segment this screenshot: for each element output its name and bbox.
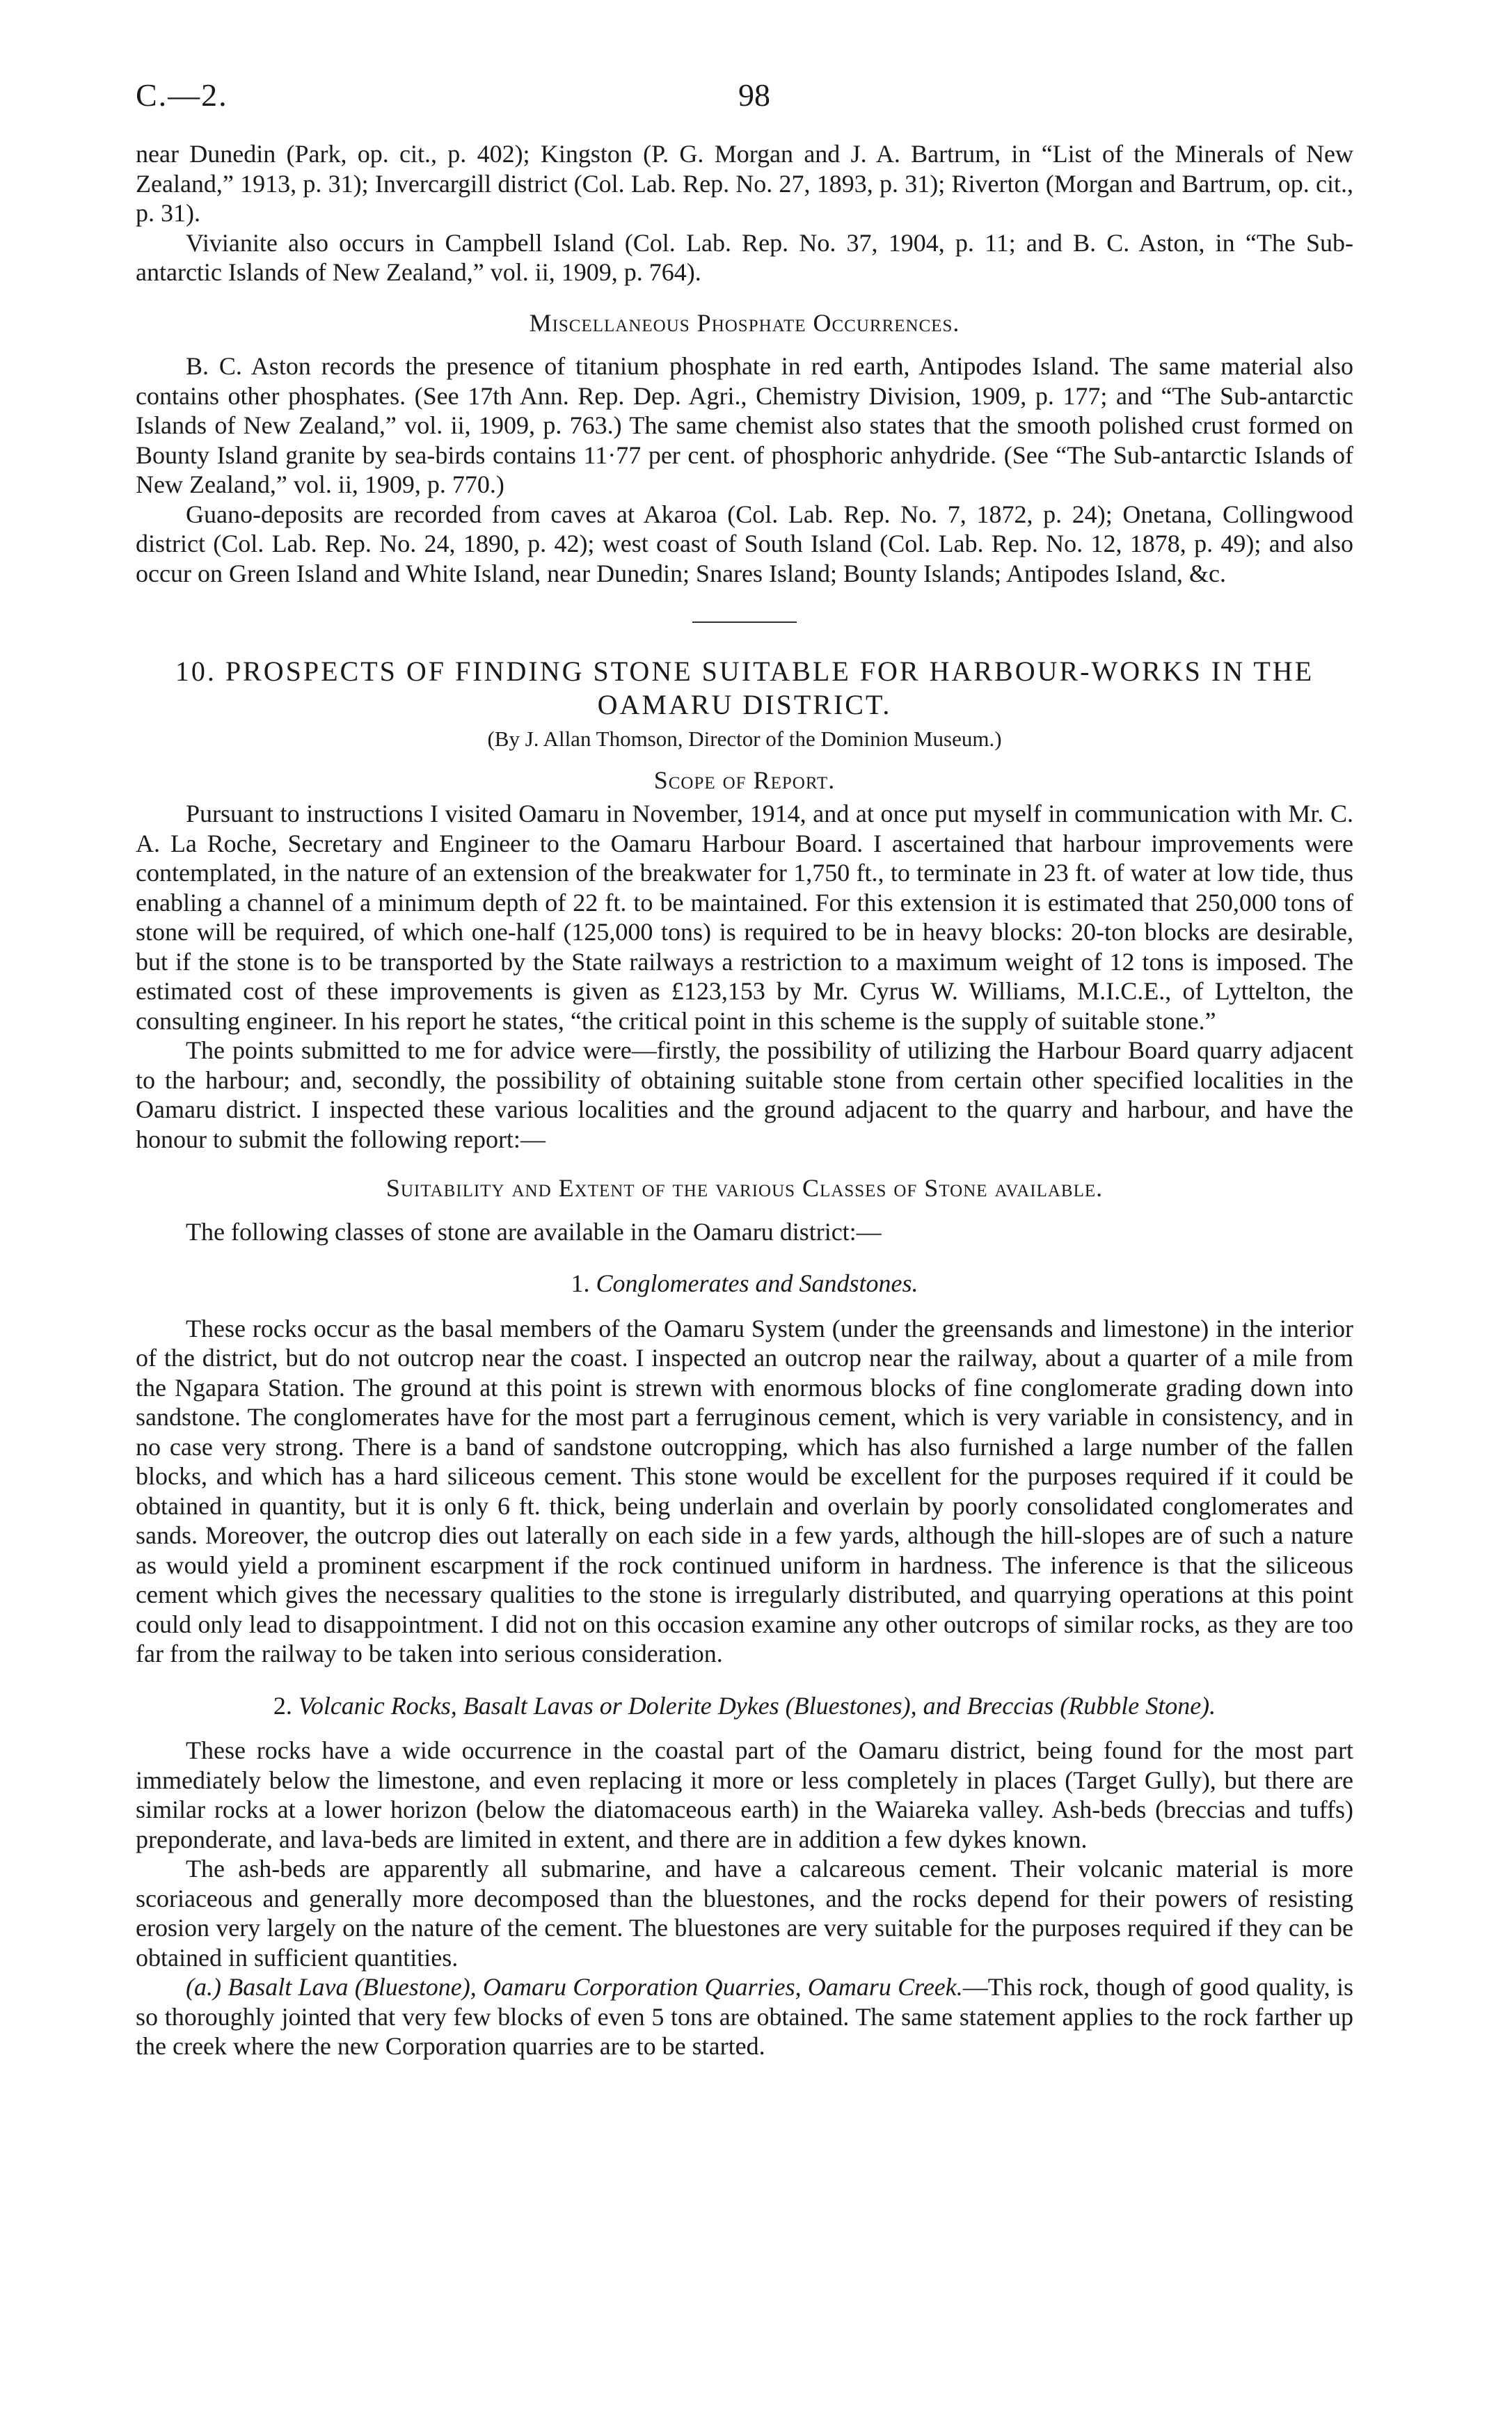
- document-code: C.—2.: [136, 77, 228, 113]
- section-heading: Suitability and Extent of the various Classes of Stone available.: [385, 1174, 1104, 1202]
- paragraph: near Dunedin (Park, op. cit., p. 402); Kingston (P. G. Morgan and J. A. Bartrum, in “List of the Minerals of New Zealand,” 1913, p. 31); Invercargill district (Col. Lab. Rep. No. 27, 1893, p. 31); Riverton (Morgan and Bartrum, op. cit., p. 31).: [136, 140, 1353, 227]
- paragraph: The points submitted to me for advice were—firstly, the possibility of utilizing the Harbour Board quarry adjacent to the harbour; and, secondly, the possibility of obtaining suitable stone from certain other specified localities in the Oamaru district. I inspected these various localities and the ground adjacent to the quarry and harbour, and have the honour to submit the following report:—: [136, 1036, 1353, 1153]
- paragraph: The ash-beds are apparently all submarine, and have a calcareous cement. Their volcanic material is more scoriaceous and generally more decomposed than the bluestones, and the rocks depend for their powers of resisting erosion very largely on the nature of the cement. The bluestones are very suitable for the purposes required if they can be obtained in sufficient quantities.: [136, 1855, 1353, 1972]
- item-number: 2.: [273, 1691, 292, 1720]
- page-number: 98: [738, 77, 770, 113]
- paragraph: [136, 1972, 1353, 2061]
- item-number: 1.: [571, 1269, 590, 1297]
- divider: [692, 621, 797, 623]
- paragraph: B. C. Aston records the presence of titanium phosphate in red earth, Antipodes Island. The same material also contains other phosphates. (See 17th Ann. Rep. Dep. Agri., Chemistry Division, 1909, p. 177; and “The Sub-antarctic Islands of New Zealand,” vol. ii, 1909, p. 763.) The same chemist also states that the smooth polished crust formed on Bounty Island granite by sea-birds contains 11·77 per cent. of phosphoric anhydride. (See “The Sub-antarctic Islands of New Zealand,” vol. ii, 1909, p. 770.): [136, 352, 1353, 498]
- paragraph: Vivianite also occurs in Campbell Island (Col. Lab. Rep. No. 37, 1904, p. 11; and B. C. Aston, in “The Sub-antarctic Islands of New Zealand,” vol. ii, 1909, p. 764).: [136, 228, 1353, 286]
- section-title-line-2: OAMARU DISTRICT.: [597, 689, 892, 720]
- byline: (By J. Allan Thomson, Director of the Dominion Museum.): [487, 727, 1002, 751]
- section-title-line-1: 10. PROSPECTS OF FINDING STONE SUITABLE FOR HARBOUR-WORKS IN THE: [175, 656, 1314, 687]
- page-header: [136, 77, 1373, 118]
- paragraph: These rocks occur as the basal members of the Oamaru System (under the greensands and limestone) in the interior of the district, but do not outcrop near the coast. I inspected an outcrop near the railway, about a quarter of a mile from the Ngapara Station. The ground at this point is strewn with enormous blocks of fine conglomerate grading down into sandstone. The conglomerates have for the most part a ferruginous cement, which is very variable in consistency, and in no case very strong. There is a band of sandstone outcropping, which has also furnished a large number of the fallen blocks, and which has a hard siliceous cement. This stone would be excellent for the purposes required if it could be obtained in quantity, but it is only 6 ft. thick, being underlain and overlain by poorly consolidated conglomerates and sands. Moreover, the outcrop dies out laterally on each side in a few yards, although the hill-slopes are of such a nature as would yield a prominent escarpment if the rock continued uniform in hardness. The inference is that the siliceous cement which gives the necessary qualities to the stone is irregularly distributed, and quarrying operations at this point could only lead to disappointment. I did not on this occasion examine any other outcrops of similar rocks, as they are too far from the railway to be taken into serious consideration.: [136, 1314, 1353, 1667]
- paragraph: Guano-deposits are recorded from caves at Akaroa (Col. Lab. Rep. No. 7, 1872, p. 24); Onetana, Collingwood district (Col. Lab. Rep. No. 24, 1890, p. 42); west coast of South Island (Col. Lab. Rep. No. 12, 1878, p. 49); and also occur on Green Island and White Island, near Dunedin; Snares Island; Bounty Islands; Antipodes Island, &c.: [136, 500, 1353, 587]
- body-text: [136, 139, 1353, 2061]
- item-heading: [136, 1269, 1353, 1299]
- item-heading: [136, 1691, 1353, 1721]
- section-heading: Miscellaneous Phosphate Occurrences.: [529, 308, 960, 337]
- paragraph: These rocks have a wide occurrence in the coastal part of the Oamaru district, being found for the most part immediately below the limestone, and even replacing it more or less completely in places (Target Gully), but there are similar rocks at a lower horizon (below the diatomaceous earth) in the Waiareka valley. Ash-beds (breccias and tuffs) preponderate, and lava-beds are limited in extent, and there are in addition a few dykes known.: [136, 1736, 1353, 1853]
- paragraph-label: (a.) Basalt Lava (Bluestone), Oamaru Corporation Quarries, Oamaru Creek.: [186, 1973, 963, 2001]
- item-title: Volcanic Rocks, Basalt Lavas or Dolerite Dykes (Bluestones), and Breccias (Rubble Stone).: [298, 1691, 1216, 1720]
- paragraph: Pursuant to instructions I visited Oamaru in November, 1914, and at once put myself in communication with Mr. C. A. La Roche, Secretary and Engineer to the Oamaru Harbour Board. I ascertained that harbour improvements were contemplated, in the nature of an extension of the breakwater for 1,750 ft., to terminate in 23 ft. of water at low tide, thus enabling a channel of a minimum depth of 22 ft. to be maintained. For this extension it is estimated that 250,000 tons of stone will be required, of which one-half (125,000 tons) is required to be in heavy blocks: 20-ton blocks are desirable, but if the stone is to be transported by the State railways a restriction to a maximum weight of 12 tons is imposed. The estimated cost of these improvements is given as £123,153 by Mr. Cyrus W. Williams, M.I.C.E., of Lyttelton, the consulting engineer. In his report he states, “the critical point in this scheme is the supply of suitable stone.”: [136, 800, 1353, 1035]
- item-title: Conglomerates and Sandstones.: [596, 1269, 918, 1297]
- section-heading: Scope of Report.: [653, 766, 836, 794]
- paragraph-text: —This rock, though of good quality, is so thoroughly jointed that very few blocks of even 5 tons are obtained. The same statement applies to the rock farther up the creek where the new Corporation quarries are to be started.: [136, 1973, 1354, 2060]
- paragraph: The following classes of stone are available in the Oamaru district:—: [186, 1217, 882, 1246]
